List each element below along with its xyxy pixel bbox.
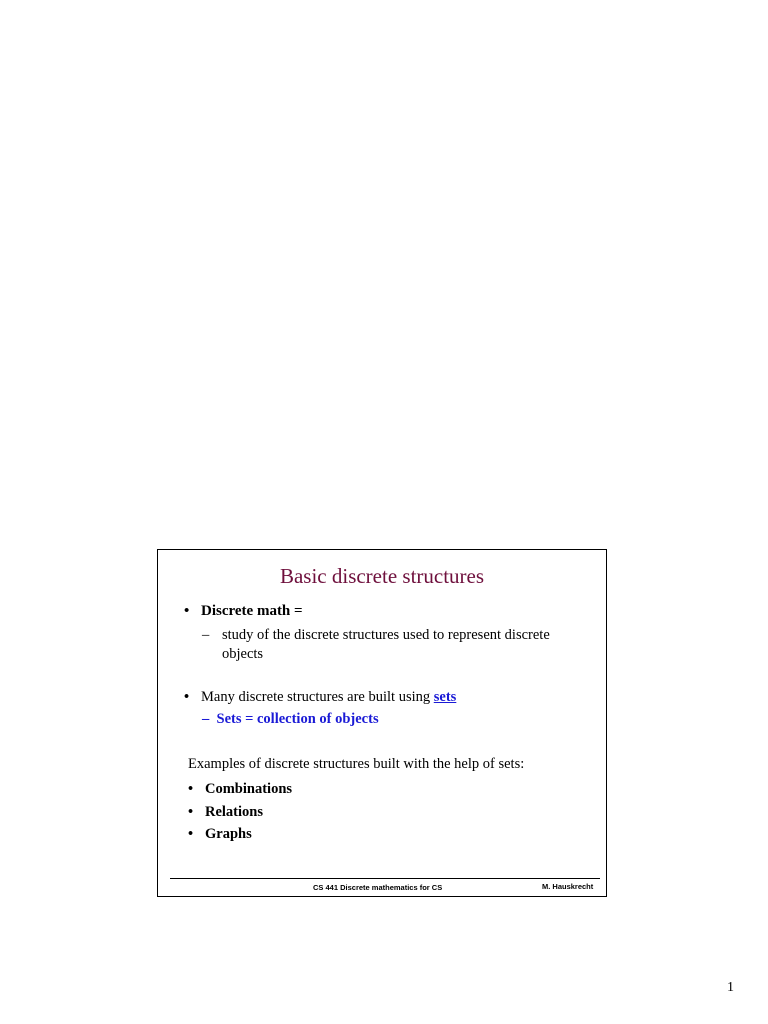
examples-list xyxy=(188,778,292,846)
sub-bullet-text: study of the discrete structures used to represent discrete objects xyxy=(222,627,550,662)
sub-bullet-sets-definition xyxy=(202,711,379,728)
list-item xyxy=(188,778,292,801)
bullet-marker: • xyxy=(188,781,194,797)
footer-course: CS 441 Discrete mathematics for CS xyxy=(313,883,443,892)
bullet-marker: • xyxy=(188,826,194,842)
list-item xyxy=(188,801,292,824)
bullet-text: Discrete math = xyxy=(201,603,303,619)
bullet-marker: • xyxy=(184,689,190,705)
bullet-discrete-math xyxy=(184,603,303,620)
bullet-sets xyxy=(184,689,456,706)
slide-title: Basic discrete structures xyxy=(279,564,485,588)
slide xyxy=(157,549,607,897)
dash-marker: – xyxy=(202,627,210,643)
footer-divider xyxy=(170,878,600,879)
sets-link[interactable]: sets xyxy=(433,689,457,705)
list-item-text: Combinations xyxy=(205,781,293,797)
bullet-marker: • xyxy=(188,803,194,820)
footer-author: M. Hauskrecht xyxy=(542,882,594,891)
list-item xyxy=(188,823,292,846)
dash-marker: – xyxy=(202,711,210,727)
examples-heading: Examples of discrete structures built with the help of sets: xyxy=(188,756,525,772)
sub-bullet-definition xyxy=(202,626,572,664)
sub-bullet-text: Sets = collection of objects xyxy=(216,711,379,727)
page-number: 1 xyxy=(727,980,734,995)
bullet-text: Many discrete structures are built using xyxy=(201,689,431,705)
bullet-marker: • xyxy=(184,603,190,619)
list-item-text: Relations xyxy=(205,803,263,820)
list-item-text: Graphs xyxy=(205,826,252,842)
